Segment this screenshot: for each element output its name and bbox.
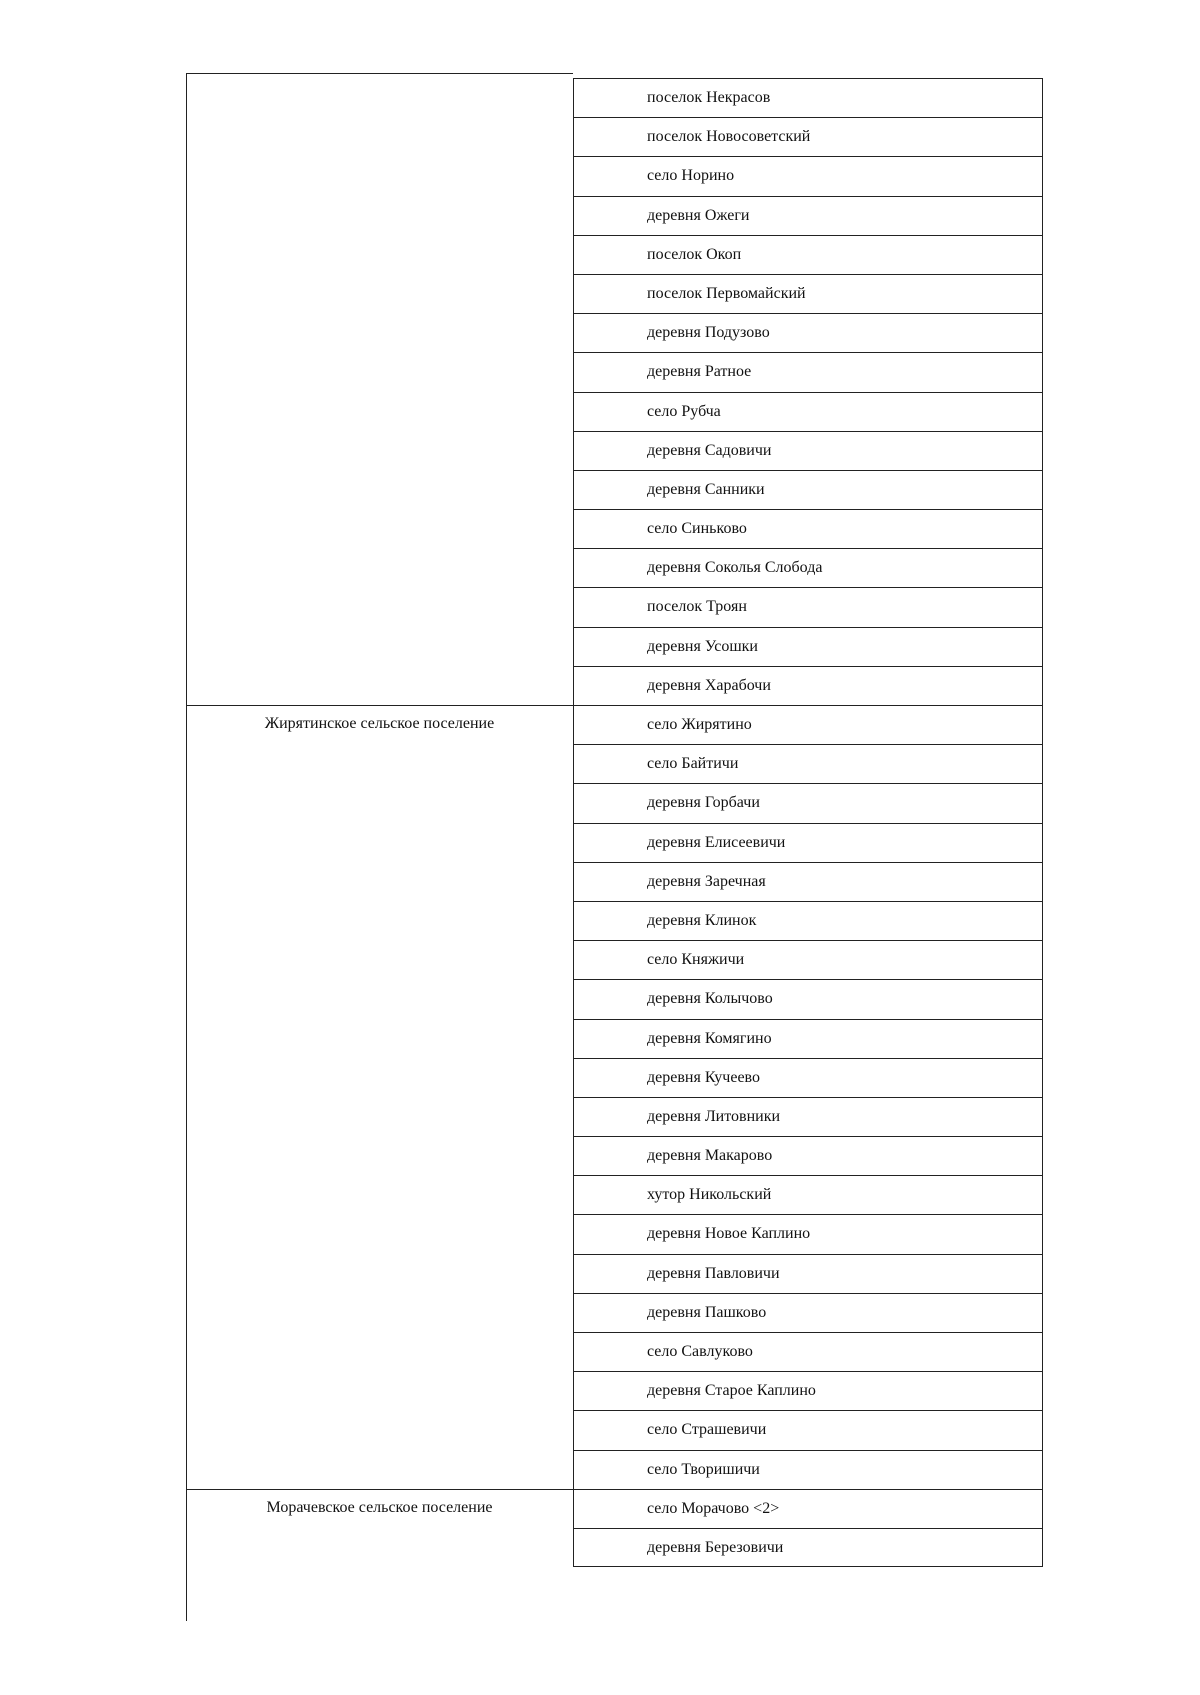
settlement-name: деревня Комягино bbox=[647, 1029, 772, 1047]
settlement-name: деревня Макарово bbox=[647, 1147, 773, 1165]
settlement-name: деревня Павловичи bbox=[647, 1264, 780, 1282]
settlement-row bbox=[573, 1528, 1043, 1567]
settlement-row bbox=[573, 940, 1043, 979]
settlement-name: село Байтичи bbox=[647, 755, 739, 773]
settlement-name: деревня Садовичи bbox=[647, 441, 772, 459]
settlement-name: деревня Елисеевичи bbox=[647, 833, 786, 851]
settlement-name: деревня Колычово bbox=[647, 990, 773, 1008]
settlement-row bbox=[573, 1332, 1043, 1371]
settlement-name: деревня Ратное bbox=[647, 363, 752, 381]
settlement-name: поселок Новосоветский bbox=[647, 128, 811, 146]
settlement-name: поселок Первомайский bbox=[647, 284, 806, 302]
settlement-row bbox=[573, 392, 1043, 431]
settlement-row bbox=[573, 1097, 1043, 1136]
settlement-row bbox=[573, 901, 1043, 940]
settlement-row bbox=[573, 666, 1043, 705]
settlement-name: село Норино bbox=[647, 167, 735, 185]
settlement-name: деревня Заречная bbox=[647, 872, 766, 890]
settlement-name: деревня Литовники bbox=[647, 1107, 781, 1125]
group-divider bbox=[186, 1489, 573, 1490]
settlement-name: село Жирятино bbox=[647, 716, 752, 733]
settlement-row bbox=[573, 1175, 1043, 1214]
settlement-name: село Синьково bbox=[647, 520, 747, 538]
settlement-row bbox=[573, 78, 1043, 117]
settlement-row bbox=[573, 509, 1043, 548]
settlement-row bbox=[573, 548, 1043, 587]
settlement-row bbox=[573, 744, 1043, 783]
settlement-name: деревня Пашково bbox=[647, 1303, 767, 1321]
settlement-name: поселок Окоп bbox=[647, 245, 742, 263]
settlement-name: поселок Некрасов bbox=[647, 89, 771, 106]
district-column bbox=[186, 73, 573, 1621]
settlement-name: деревня Харабочи bbox=[647, 676, 771, 694]
settlement-row bbox=[573, 1489, 1043, 1528]
settlement-row bbox=[573, 783, 1043, 822]
settlement-row bbox=[573, 1214, 1043, 1253]
settlement-group-label: Морачевское сельское поселение bbox=[266, 1499, 493, 1517]
settlement-name: село Рубча bbox=[647, 402, 721, 420]
settlement-row bbox=[573, 352, 1043, 391]
settlement-name: поселок Троян bbox=[647, 598, 747, 616]
settlement-name: деревня Усошки bbox=[647, 637, 758, 655]
settlement-name: деревня Ожеги bbox=[647, 206, 750, 224]
settlement-row bbox=[573, 705, 1043, 744]
settlement-row bbox=[573, 431, 1043, 470]
settlement-row bbox=[573, 979, 1043, 1018]
settlement-row bbox=[573, 587, 1043, 626]
settlement-row bbox=[573, 1136, 1043, 1175]
settlement-row bbox=[573, 862, 1043, 901]
settlement-row bbox=[573, 1293, 1043, 1332]
settlement-name: деревня Кучеево bbox=[647, 1068, 760, 1086]
settlement-row bbox=[573, 470, 1043, 509]
settlement-row bbox=[573, 627, 1043, 666]
settlement-name: село Страшевичи bbox=[647, 1421, 767, 1439]
settlement-name: деревня Клинок bbox=[647, 911, 757, 929]
settlement-row bbox=[573, 274, 1043, 313]
group-divider bbox=[186, 705, 573, 706]
settlement-row bbox=[573, 156, 1043, 195]
settlement-row bbox=[573, 1371, 1043, 1410]
settlement-name: хутор Никольский bbox=[647, 1186, 772, 1204]
settlement-row bbox=[573, 1410, 1043, 1449]
settlement-name: деревня Новое Каплино bbox=[647, 1225, 811, 1243]
settlement-row bbox=[573, 1019, 1043, 1058]
settlement-group-label: Жирятинское сельское поселение bbox=[264, 715, 495, 733]
settlement-name: деревня Соколья Слобода bbox=[647, 559, 823, 577]
settlement-row bbox=[573, 196, 1043, 235]
settlement-row bbox=[573, 1450, 1043, 1489]
settlement-row bbox=[573, 1058, 1043, 1097]
settlement-row bbox=[573, 823, 1043, 862]
settlement-row bbox=[573, 117, 1043, 156]
settlement-name: село Княжичи bbox=[647, 951, 745, 969]
settlement-name: деревня Санники bbox=[647, 480, 765, 498]
settlement-row bbox=[573, 235, 1043, 274]
settlement-name: деревня Горбачи bbox=[647, 794, 760, 812]
settlement-name: село Савлуково bbox=[647, 1343, 753, 1360]
settlement-name: деревня Подузово bbox=[647, 324, 770, 342]
settlement-row bbox=[573, 1254, 1043, 1293]
settlement-name: деревня Старое Каплино bbox=[647, 1382, 816, 1400]
settlement-name: деревня Березовичи bbox=[647, 1538, 784, 1556]
settlement-name: село Творишичи bbox=[647, 1460, 760, 1478]
settlements-column bbox=[573, 78, 1043, 1567]
settlement-row bbox=[573, 313, 1043, 352]
settlement-name: село Морачово <2> bbox=[647, 1499, 780, 1517]
